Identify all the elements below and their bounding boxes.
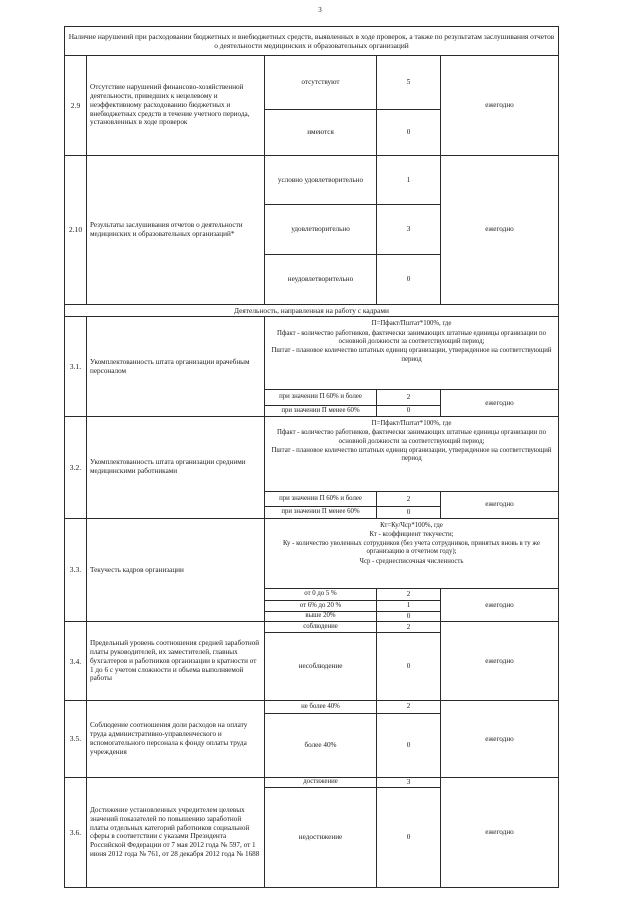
option-label: при значении П менее 60% [265, 507, 377, 518]
row-number: 3.1. [65, 317, 87, 417]
formula-line: Ку - количество уволенных сотрудников (без учета сотрудников, принятых вновь в ту же организацию в отчетном году); [283, 540, 541, 556]
row-number: 3.6. [65, 777, 87, 887]
criterion-description: Соблюдение соотношения доли расходов на оплату труда административно-управленческого и вспомогательного персонала к фонду оплаты труда учреждения [87, 701, 265, 778]
formula-line: Пфакт - количество работников, фактически занимающих штатные единицы организации по основной должности за соответствующий период; [277, 429, 546, 445]
option-label: удовлетворительно [265, 205, 377, 255]
calculation-formula [265, 317, 559, 390]
row-number: 3.3. [65, 518, 87, 622]
option-label: имеются [265, 109, 377, 155]
criterion-description: Достижение установленных учредителем целевых значений показателей по повышению заработной платы отдельных категорий работников социальной сферы в соответствии с указами Президента Российской Федерации от 7 мая 2012 года № 597, от 1 июня 2012 года № 761, от 28 декабря 2012 года № 1688 [87, 777, 265, 887]
option-label: выше 20% [265, 611, 377, 621]
formula-line: П=Пфакт/Пштат*100%, где [371, 320, 452, 328]
option-label: отсутствуют [265, 56, 377, 110]
periodicity: ежегодно [441, 390, 559, 417]
option-score: 0 [377, 632, 441, 700]
option-score: 2 [377, 491, 441, 507]
formula-line: Пштат - плановое количество штатных единиц организации, утвержденное на соответствующий период [271, 446, 552, 463]
periodicity: ежегодно [441, 777, 559, 887]
periodicity: ежегодно [441, 622, 559, 701]
option-label: при значении П 60% и более [265, 491, 377, 507]
option-label: недостижение [265, 788, 377, 888]
formula-line: Пштат - плановое количество штатных единиц организации, утвержденное на соответствующий период [271, 347, 552, 363]
periodicity: ежегодно [441, 491, 559, 518]
option-score: 0 [377, 788, 441, 888]
option-score: 3 [377, 777, 441, 787]
periodicity: ежегодно [441, 155, 559, 304]
periodicity: ежегодно [441, 56, 559, 156]
section-title-staff: Деятельность, направленная на работу с кадрами [65, 304, 559, 316]
criterion-description: Укомплектованность штата организации средними медицинскими работниками [87, 416, 265, 518]
option-label: не более 40% [265, 701, 377, 713]
option-label: при значении П 60% и более [265, 390, 377, 406]
option-score: 0 [377, 611, 441, 621]
page-number: 3 [318, 6, 322, 14]
formula-line: П=Пфакт/Пштат*100%, где [371, 419, 452, 427]
formula-line: Кт - коэффициент текучести; [369, 530, 454, 538]
option-label: при значении П менее 60% [265, 405, 377, 416]
option-score: 2 [377, 589, 441, 600]
option-score: 2 [377, 390, 441, 406]
criterion-description: Отсутствие нарушений финансово-хозяйственной деятельности, приведших к нецелевому и неэффективному расходованию бюджетных и внебюджетных средств в течение учетного периода, установленных в ходе проверок [87, 56, 265, 156]
option-score: 0 [377, 405, 441, 416]
calculation-formula [265, 416, 559, 491]
option-label: достижение [265, 777, 377, 787]
criterion-description: Текучесть кадров организации [87, 518, 265, 622]
option-score: 1 [377, 600, 441, 611]
criteria-table [64, 26, 559, 888]
option-score: 0 [377, 109, 441, 155]
calculation-formula [265, 518, 559, 589]
formula-line: Кт=Ку/Чср*100%, где [380, 521, 443, 529]
row-number: 3.4. [65, 622, 87, 701]
criterion-description: Предельный уровень соотношения средней заработной платы руководителей, их заместителей, главных бухгалтеров и работников организации в кратности от 1 до 6 с учетом сложности и объема выполняемой работы [87, 622, 265, 701]
option-score: 2 [377, 622, 441, 632]
option-score: 1 [377, 155, 441, 205]
criterion-description: Результаты заслушивания отчетов о деятельности медицинских и образовательных организаций* [87, 155, 265, 304]
option-score: 2 [377, 701, 441, 713]
option-label: от 6% до 20 % [265, 600, 377, 611]
formula-line: Пфакт - количество работников, фактически занимающих штатные единицы организации по основной должности за соответствующий период; [277, 329, 546, 345]
row-number: 3.5. [65, 701, 87, 778]
option-label: несоблюдение [265, 632, 377, 700]
criterion-description: Укомплектованность штата организации врачебным персоналом [87, 317, 265, 417]
row-number: 3.2. [65, 416, 87, 518]
periodicity: ежегодно [441, 701, 559, 778]
option-score: 5 [377, 56, 441, 110]
option-label: более 40% [265, 713, 377, 777]
option-label: от 0 до 5 % [265, 589, 377, 600]
table-header-violations: Наличие нарушений при расходовании бюджетных и внебюджетных средств, выявленных в ходе проверок, а также по результатам заслушивания отчетов о деятельности медицинских и образовательных организаций [65, 27, 559, 56]
option-label: условно удовлетворительно [265, 155, 377, 205]
row-number: 2.9 [65, 56, 87, 156]
row-number: 2.10 [65, 155, 87, 304]
option-score: 0 [377, 255, 441, 305]
option-score: 0 [377, 713, 441, 777]
formula-line: Чср - среднесписочная численность [359, 557, 464, 565]
option-label: неудовлетворительно [265, 255, 377, 305]
option-score: 0 [377, 507, 441, 518]
option-score: 3 [377, 205, 441, 255]
periodicity: ежегодно [441, 589, 559, 622]
option-label: соблюдение [265, 622, 377, 632]
